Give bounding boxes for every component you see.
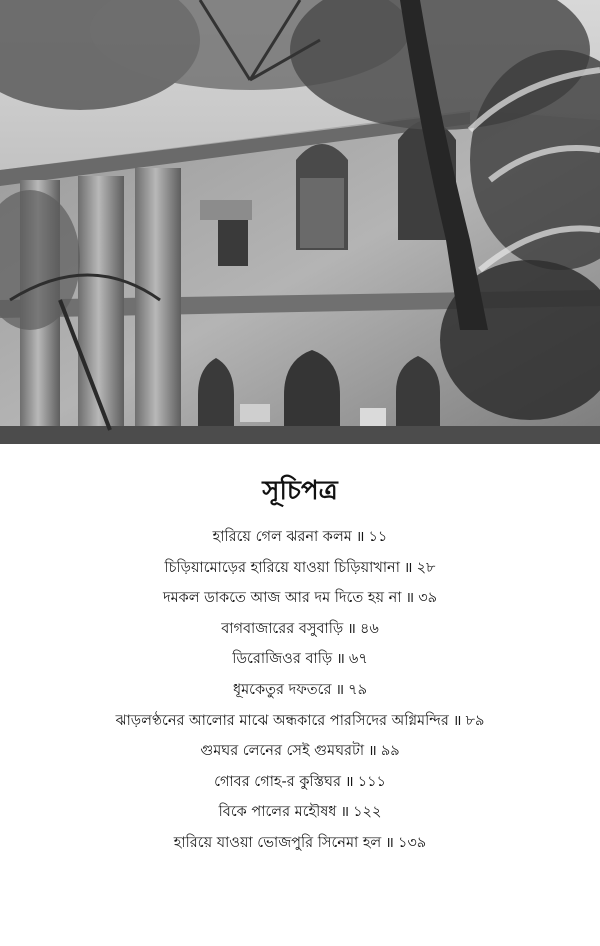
toc-entry-title: গোবর গোহ-র কুস্তিঘর	[214, 773, 341, 790]
toc-entry	[0, 583, 600, 614]
toc-entry-title: বাগবাজারের বসুবাড়ি	[221, 620, 344, 637]
toc-entry-title: হারিয়ে গেল ঝরনা কলম	[212, 529, 352, 545]
toc-list	[0, 522, 600, 859]
toc-entry	[0, 767, 600, 798]
toc-separator: ॥	[403, 559, 413, 576]
toc-entry-title: চিড়িয়ামোড়ের হারিয়ে যাওয়া চিড়িয়াখানা	[164, 559, 400, 576]
toc-entry-title: ঝাড়লণ্ঠনের আলোর মাঝে অন্ধকারে পারসিদের অগ্নিমন্দির	[115, 712, 449, 729]
toc-separator: ॥	[345, 773, 354, 790]
toc-page-number: ৮৯	[465, 712, 485, 729]
toc-separator: ॥	[368, 743, 377, 760]
toc-page-number: ৩৯	[418, 590, 438, 607]
toc-entry-title: ডিরোজিওর বাড়ি	[232, 651, 333, 668]
toc-separator: ॥	[452, 712, 462, 729]
toc-entry	[0, 706, 600, 737]
toc-separator: ॥	[347, 620, 356, 637]
toc-page-number: ১১	[368, 529, 388, 545]
toc-separator: ॥	[336, 651, 345, 668]
toc-entry	[0, 522, 600, 553]
toc-entry	[0, 828, 600, 859]
toc-entry	[0, 736, 600, 767]
toc-entry-title: গুমঘর লেনের সেই গুমঘরটা	[200, 743, 365, 760]
toc-separator: ॥	[335, 681, 345, 698]
building-photo	[0, 0, 600, 444]
toc-page-number: ১২২	[353, 804, 382, 821]
toc-page-number: ১১১	[357, 773, 386, 790]
toc-entry	[0, 797, 600, 828]
toc-page-number: ১৩৯	[397, 834, 427, 851]
toc-entry-title: হারিয়ে যাওয়া ভোজপুরি সিনেমা হল	[173, 834, 382, 851]
toc-separator: ॥	[385, 834, 394, 851]
toc-page-number: ৭৯	[348, 681, 368, 698]
toc-page-number: ২৮	[416, 559, 436, 576]
toc-entry	[0, 553, 600, 584]
toc-title: সূচিপত্র	[262, 476, 338, 506]
toc-entry	[0, 614, 600, 645]
table-of-contents	[0, 470, 600, 859]
toc-entry	[0, 644, 600, 675]
toc-page-number: ৬৭	[348, 651, 368, 668]
toc-separator: ॥	[405, 590, 415, 607]
toc-page-number: ৯৯	[380, 743, 400, 760]
toc-separator: ॥	[355, 529, 365, 545]
toc-entry-title: ধূমকেতুর দফতরে	[232, 681, 332, 698]
toc-page-number: ৪৬	[359, 620, 379, 637]
toc-entry-title: দমকল ডাকতে আজ আর দম দিতে হয় না	[162, 590, 402, 607]
toc-separator: ॥	[340, 804, 350, 821]
toc-entry-title: বিকে পালের মহৌষধ	[218, 804, 337, 821]
toc-entry	[0, 675, 600, 706]
